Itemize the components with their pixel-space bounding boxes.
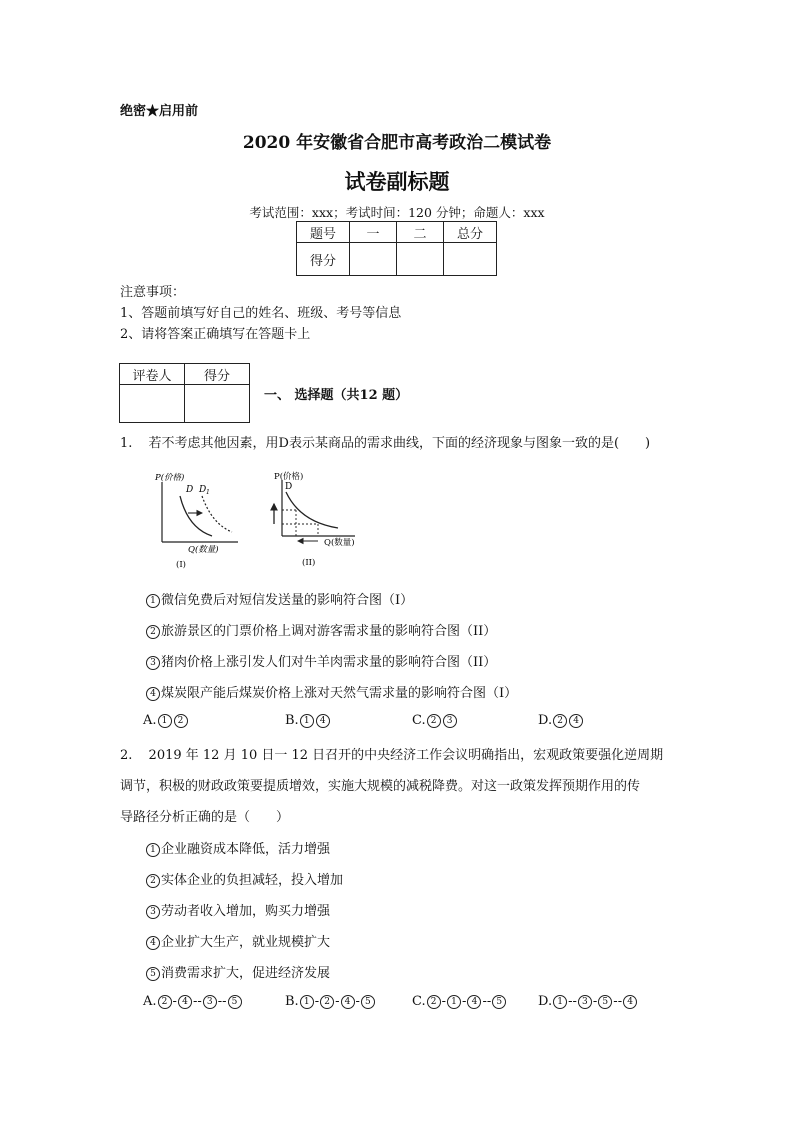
section-heading: 一、 选择题（共12 题） — [264, 388, 409, 403]
q1-answer-b[interactable]: B. 1 4 — [285, 713, 331, 728]
q2-answer-a[interactable]: A. 2 - 4 -- 3 -- 5 — [143, 994, 243, 1009]
circled-number: 4 — [316, 714, 330, 728]
score-table — [296, 221, 497, 276]
q2-answer-b[interactable]: B. 1 - 2 - 4 - 5 — [285, 994, 376, 1009]
q1-option-1 — [145, 589, 413, 608]
graph-one-caption: (I) — [176, 560, 186, 570]
question-stem-line: 2019 年 12 月 10 日一 12 日召开的中央经济工作会议明确指出，宏观政策要强化逆周期 — [148, 748, 664, 763]
circled-number: 3 — [578, 995, 592, 1009]
circled-number: 2 — [320, 995, 334, 1009]
circled-number: 2 — [146, 625, 160, 639]
score-header-cell: 题号 — [297, 222, 350, 243]
question-stem: 若不考虑其他因素，用D表示某商品的需求曲线，下面的经济现象与图象一致的是( ) — [148, 436, 651, 451]
q1-option-2 — [145, 620, 496, 639]
score-header-cell: 二 — [397, 222, 444, 243]
graph-one-y-label: P(价格) — [155, 473, 185, 483]
graph-two — [274, 471, 355, 568]
circled-number: 5 — [361, 995, 375, 1009]
q2-option-3 — [145, 900, 330, 919]
circled-number: 1 — [146, 594, 160, 608]
score-input-cell[interactable] — [350, 243, 397, 276]
exam-title: 2020 年安徽省合肥市高考政治二模试卷 — [242, 133, 552, 153]
score-input-cell[interactable] — [397, 243, 444, 276]
circled-number: 3 — [146, 905, 160, 919]
q2-answer-d[interactable]: D. 1 -- 3 - 5 -- 4 — [538, 994, 638, 1009]
circled-number: 2 — [553, 714, 567, 728]
circled-number: 1 — [553, 995, 567, 1009]
question-number: 2. — [120, 748, 133, 763]
graph-one-x-label: Q(数量) — [188, 545, 219, 555]
circled-number: 1 — [300, 714, 314, 728]
option-text: 实体企业的负担减轻，投入增加 — [161, 873, 344, 888]
q1-answer-c[interactable]: C. 2 3 — [412, 713, 458, 728]
circled-number: 3 — [203, 995, 217, 1009]
grader-header-cell: 评卷人 — [120, 364, 185, 385]
circled-number: 2 — [427, 714, 441, 728]
circled-number: 4 — [623, 995, 637, 1009]
q1-option-3 — [145, 651, 496, 670]
graph-two-curve-d — [286, 492, 338, 528]
graph-one-curve-d1-label: D — [199, 485, 207, 495]
q1-answer-d[interactable]: D. 2 4 — [538, 713, 584, 728]
circled-number: 4 — [146, 936, 160, 950]
score-header-cell: 总分 — [444, 222, 497, 243]
graph-one — [154, 472, 238, 570]
option-text: 企业扩大生产，就业规模扩大 — [161, 935, 331, 950]
option-text: 企业融资成本降低，活力增强 — [161, 842, 331, 857]
circled-number: 4 — [569, 714, 583, 728]
option-text: 煤炭限产能后煤炭价格上涨对天然气需求量的影响符合图（I） — [161, 686, 518, 701]
q1-option-4 — [145, 682, 517, 701]
circled-number: 2 — [158, 995, 172, 1009]
graph-two-y-label: P(价格) — [274, 472, 304, 482]
graph-two-caption: (II) — [302, 558, 316, 568]
circled-number: 5 — [598, 995, 612, 1009]
score-header-cell: 一 — [350, 222, 397, 243]
circled-number: 5 — [146, 967, 160, 981]
circled-number: 2 — [427, 995, 441, 1009]
option-text: 劳动者收入增加，购买力增强 — [161, 904, 331, 919]
graph-one-curve-d1 — [202, 496, 232, 532]
circled-number: 4 — [341, 995, 355, 1009]
question-1 — [120, 432, 680, 451]
grader-table — [119, 363, 250, 423]
graph-two-curve-d-label: D — [285, 482, 293, 492]
q1-answer-a[interactable]: A. 1 2 — [143, 713, 189, 728]
exam-subtitle: 试卷副标题 — [344, 169, 450, 194]
grader-header-cell: 得分 — [185, 364, 250, 385]
circled-number: 3 — [146, 656, 160, 670]
notes — [120, 282, 401, 345]
question-2 — [120, 744, 680, 763]
circled-number: 1 — [447, 995, 461, 1009]
circled-number: 1 — [146, 843, 160, 857]
q2-option-5 — [145, 962, 330, 981]
grader-input-cell[interactable] — [185, 385, 250, 423]
circled-number: 5 — [492, 995, 506, 1009]
circled-number: 1 — [300, 995, 314, 1009]
q2-answer-c[interactable]: C. 2 - 1 - 4 -- 5 — [412, 994, 507, 1009]
exam-info: 考试范围：xxx；考试时间：120 分钟；命题人：xxx — [249, 205, 545, 220]
grader-input-cell[interactable] — [120, 385, 185, 423]
q2-option-2 — [145, 869, 343, 888]
circled-number: 2 — [146, 874, 160, 888]
demand-curve-figure — [150, 470, 380, 575]
circled-number: 2 — [174, 714, 188, 728]
question-number: 1. — [120, 436, 133, 451]
graph-one-curve-d-label: D — [186, 485, 194, 495]
graph-two-x-label: Q(数量) — [324, 538, 355, 548]
question-stem-line: 调节，积极的财政政策要提质增效，实施大规模的减税降费。对这一政策发挥预期作用的传 — [120, 779, 641, 794]
circled-number: 3 — [443, 714, 457, 728]
option-text: 猪肉价格上涨引发人们对牛羊肉需求量的影响符合图（II） — [161, 655, 497, 670]
option-text: 消费需求扩大，促进经济发展 — [161, 966, 331, 981]
circled-number: 4 — [178, 995, 192, 1009]
option-text: 旅游景区的门票价格上调对游客需求量的影响符合图（II） — [161, 624, 497, 639]
circled-number: 4 — [467, 995, 481, 1009]
notes-title: 注意事项： — [120, 285, 186, 300]
q2-option-4 — [145, 931, 330, 950]
option-text: 微信免费后对短信发送量的影响符合图（I） — [161, 593, 414, 608]
graph-one-curve-d1-subscript: 1 — [206, 489, 210, 496]
notes-item: 1、答题前填写好自己的姓名、班级、考号等信息 — [120, 306, 402, 321]
graph-one-curve-d — [180, 496, 212, 536]
circled-number: 5 — [228, 995, 242, 1009]
notes-item: 2、请将答案正确填写在答题卡上 — [120, 327, 311, 342]
question-stem-line: 导路径分析正确的是（ ） — [120, 810, 290, 825]
circled-number: 4 — [146, 687, 160, 701]
q2-option-1 — [145, 838, 330, 857]
score-row-label: 得分 — [297, 243, 350, 276]
secret-label: 绝密★启用前 — [120, 104, 199, 119]
circled-number: 1 — [158, 714, 172, 728]
score-input-cell[interactable] — [444, 243, 497, 276]
